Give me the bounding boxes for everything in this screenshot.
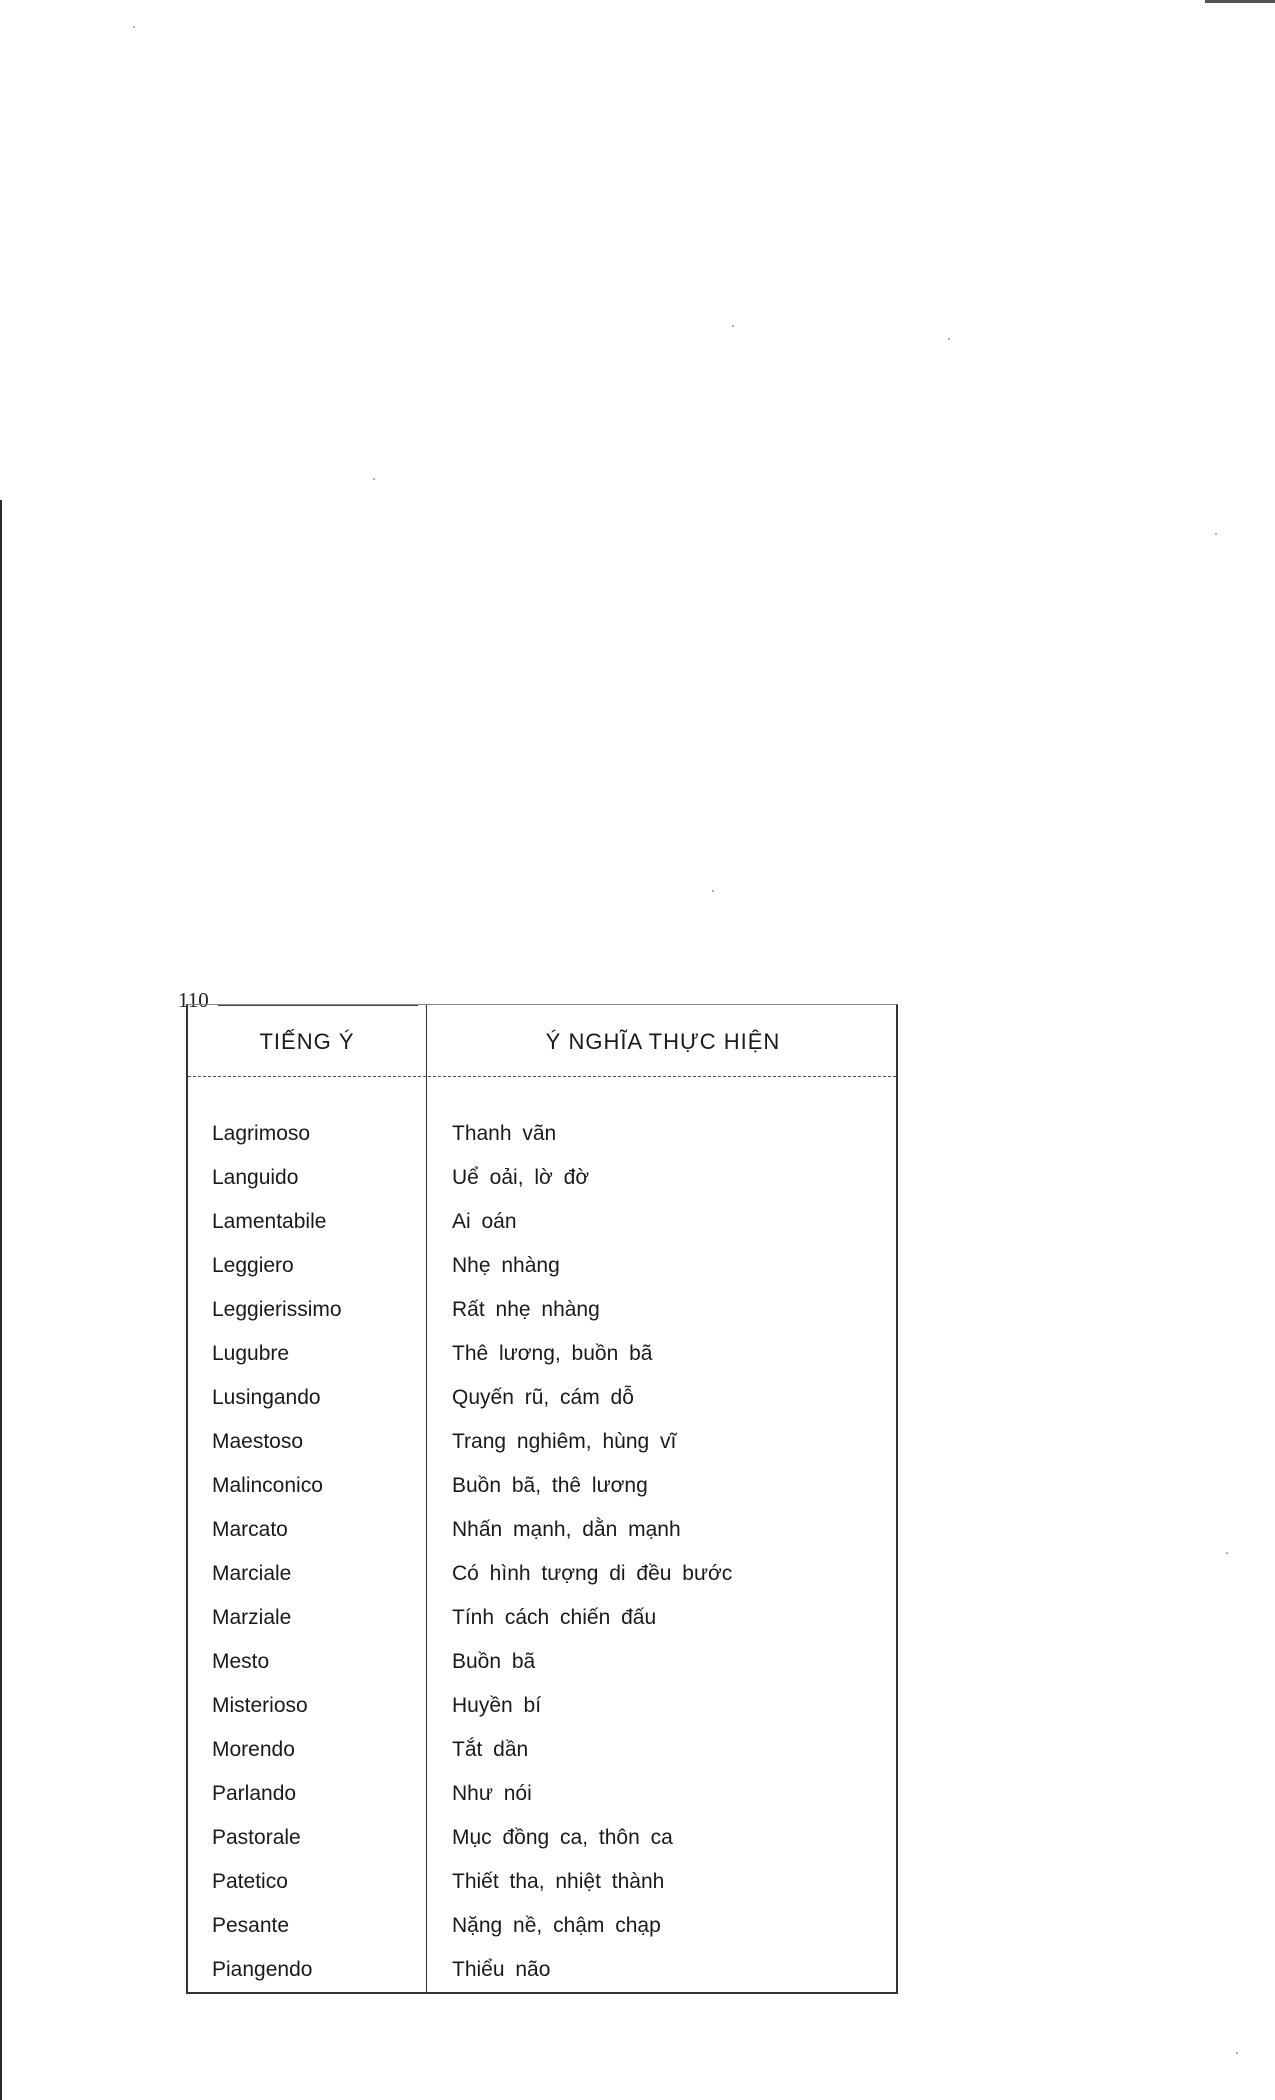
term-cell: Morendo xyxy=(212,1738,295,1761)
table-row xyxy=(188,1156,896,1200)
meaning-cell: Thê lương, buồn bã xyxy=(452,1342,653,1365)
header-term: TIẾNG Ý xyxy=(259,1029,355,1054)
meaning-cell: Trang nghiêm, hùng vĩ xyxy=(452,1430,677,1453)
table-row xyxy=(188,1860,896,1904)
scan-speck xyxy=(948,338,950,340)
term-cell: Marciale xyxy=(212,1562,292,1585)
meaning-cell: Buồn bã, thê lương xyxy=(452,1474,648,1497)
term-cell: Lusingando xyxy=(212,1386,321,1409)
meaning-cell: Nhẹ nhàng xyxy=(452,1254,560,1277)
term-glossary-table xyxy=(186,1004,898,1994)
meaning-cell: Rất nhẹ nhàng xyxy=(452,1298,600,1321)
term-cell: Malinconico xyxy=(212,1474,323,1497)
table-row xyxy=(188,1948,896,1992)
table-row xyxy=(188,1772,896,1816)
meaning-cell: Huyền bí xyxy=(452,1694,542,1717)
term-cell: Patetico xyxy=(212,1870,288,1893)
meaning-cell: Có hình tượng di đều bước xyxy=(452,1562,733,1585)
meaning-cell: Uể oải, lờ đờ xyxy=(452,1166,590,1189)
meaning-cell: Tính cách chiến đấu xyxy=(452,1606,657,1629)
term-cell: Pesante xyxy=(212,1914,290,1937)
table-row xyxy=(188,1904,896,1948)
header-rule xyxy=(188,1076,896,1077)
scan-speck xyxy=(1226,1552,1228,1554)
table-row xyxy=(188,1420,896,1464)
scan-corner-mark xyxy=(1205,0,1275,3)
scan-speck xyxy=(1236,2052,1238,2054)
term-cell: Marcato xyxy=(212,1518,288,1541)
meaning-cell: Nặng nề, chậm chạp xyxy=(452,1914,661,1937)
meaning-cell: Thiết tha, nhiệt thành xyxy=(452,1870,665,1893)
term-cell: Lamentabile xyxy=(212,1210,327,1233)
scan-speck xyxy=(732,325,734,327)
term-cell: Maestoso xyxy=(212,1430,304,1453)
page-number: 110 xyxy=(178,988,209,1012)
meaning-cell: Nhấn mạnh, dằn mạnh xyxy=(452,1518,681,1541)
table-row xyxy=(188,1376,896,1420)
scan-speck xyxy=(1215,533,1217,535)
table-row xyxy=(188,1684,896,1728)
term-cell: Pastorale xyxy=(212,1826,301,1849)
term-cell: Lagrimoso xyxy=(212,1122,311,1145)
meaning-cell: Mục đồng ca, thôn ca xyxy=(452,1826,673,1849)
table-row xyxy=(188,1332,896,1376)
table-row xyxy=(188,1244,896,1288)
meaning-cell: Tắt dần xyxy=(452,1738,529,1761)
scan-speck xyxy=(133,26,135,28)
term-cell: Misterioso xyxy=(212,1694,308,1717)
table-row xyxy=(188,1200,896,1244)
meaning-cell: Thanh vãn xyxy=(452,1122,557,1145)
term-cell: Piangendo xyxy=(212,1958,313,1981)
table-row xyxy=(188,1508,896,1552)
term-cell: Mesto xyxy=(212,1650,270,1673)
term-cell: Leggierissimo xyxy=(212,1298,342,1321)
table-row xyxy=(188,1816,896,1860)
table-row xyxy=(188,1640,896,1684)
meaning-cell: Buồn bã xyxy=(452,1650,536,1673)
meaning-cell: Quyến rũ, cám dỗ xyxy=(452,1386,634,1409)
scan-speck xyxy=(373,478,375,480)
table-body xyxy=(188,1112,896,1992)
term-cell: Parlando xyxy=(212,1782,297,1805)
meaning-cell: Thiểu não xyxy=(452,1958,551,1981)
term-cell: Marziale xyxy=(212,1606,292,1629)
term-cell: Languido xyxy=(212,1166,299,1189)
table-row xyxy=(188,1288,896,1332)
header-meaning: Ý NGHĨA THỰC HIỆN xyxy=(545,1029,781,1054)
scan-edge-shadow xyxy=(0,500,2,2100)
scan-speck xyxy=(712,890,714,892)
table-row xyxy=(188,1552,896,1596)
term-cell: Lugubre xyxy=(212,1342,290,1365)
meaning-cell: Ai oán xyxy=(452,1210,517,1233)
table-row xyxy=(188,1464,896,1508)
table-row xyxy=(188,1728,896,1772)
table-row xyxy=(188,1112,896,1156)
term-cell: Leggiero xyxy=(212,1254,294,1277)
meaning-cell: Như nói xyxy=(452,1782,532,1805)
table-row xyxy=(188,1596,896,1640)
